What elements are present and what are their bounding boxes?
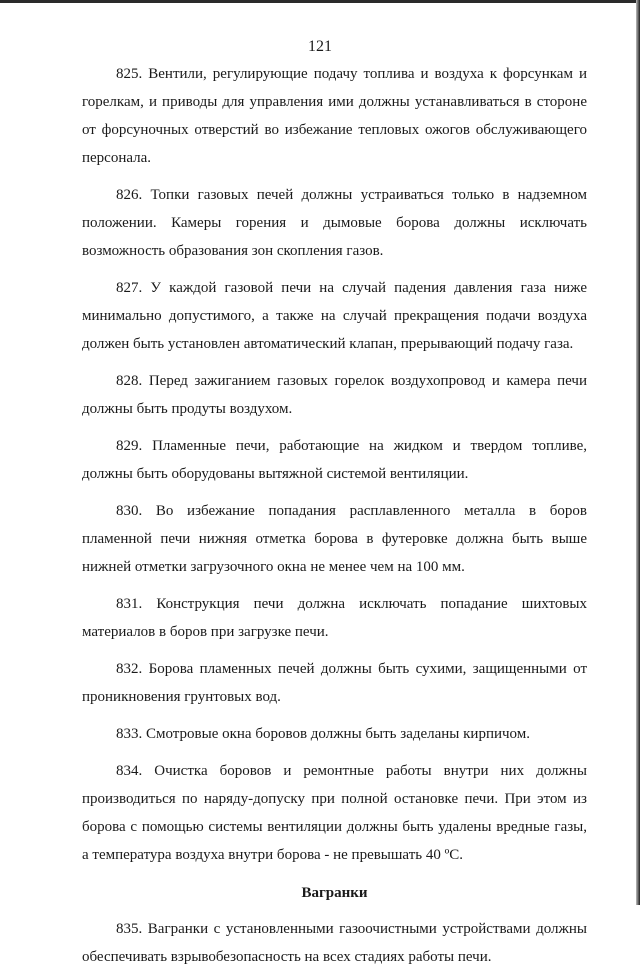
- scan-edge-right: [636, 0, 640, 905]
- paragraph-830: 830. Во избежание попадания расплавленного металла в боров пламенной печи нижняя отметка борова в футеровке должна быть выше нижней отметки загрузочного окна не менее чем на 100 мм.: [82, 503, 587, 575]
- page-number: 121: [308, 38, 332, 55]
- paragraph-825: 825. Вентили, регулирующие подачу топлива и воздуха к форсункам и горелкам, и приводы для управления ими должны устанавливаться в стороне от форсуночных отверстий во избежание тепловых ожогов обслуживающего персонала.: [82, 66, 587, 166]
- paragraph-833: 833. Смотровые окна боровов должны быть заделаны кирпичом.: [116, 726, 531, 742]
- paragraph-827: 827. У каждой газовой печи на случай падения давления газа ниже минимально допустимого, а также на случай прекращения подачи воздуха должен быть установлен автоматический клапан, прерывающий подачу газа.: [82, 280, 587, 352]
- paragraph-832: 832. Борова пламенных печей должны быть сухими, защищенными от проникновения грунтовых вод.: [82, 661, 587, 705]
- paragraph-828: 828. Перед зажиганием газовых горелок воздухопровод и камера печи должны быть продуты воздухом.: [82, 373, 587, 417]
- scan-edge-top: [0, 0, 640, 3]
- paragraph-826: 826. Топки газовых печей должны устраиваться только в надземном положении. Камеры горения и дымовые борова должны исключать возможность образования зон скопления газов.: [82, 187, 587, 259]
- paragraph-831: 831. Конструкция печи должна исключать попадание шихтовых материалов в боров при загрузке печи.: [82, 596, 587, 640]
- paragraph-829: 829. Пламенные печи, работающие на жидком и твердом топливе, должны быть оборудованы вытяжной системой вентиляции.: [82, 438, 587, 482]
- paragraph-835: 835. Вагранки с установленными газоочистными устройствами должны обеспечивать взрывобезопасность на всех стадиях работы печи.: [82, 921, 587, 965]
- section-heading: Вагранки: [301, 885, 368, 901]
- document-body: [82, 60, 587, 980]
- paragraph-834: 834. Очистка боровов и ремонтные работы внутри них должны производиться по наряду-допуску при полной остановке печи. При этом из борова с помощью системы вентиляции должны быть удалены вредные газы, а температура воздуха внутри борова - не превышать 40 ºC.: [82, 763, 587, 863]
